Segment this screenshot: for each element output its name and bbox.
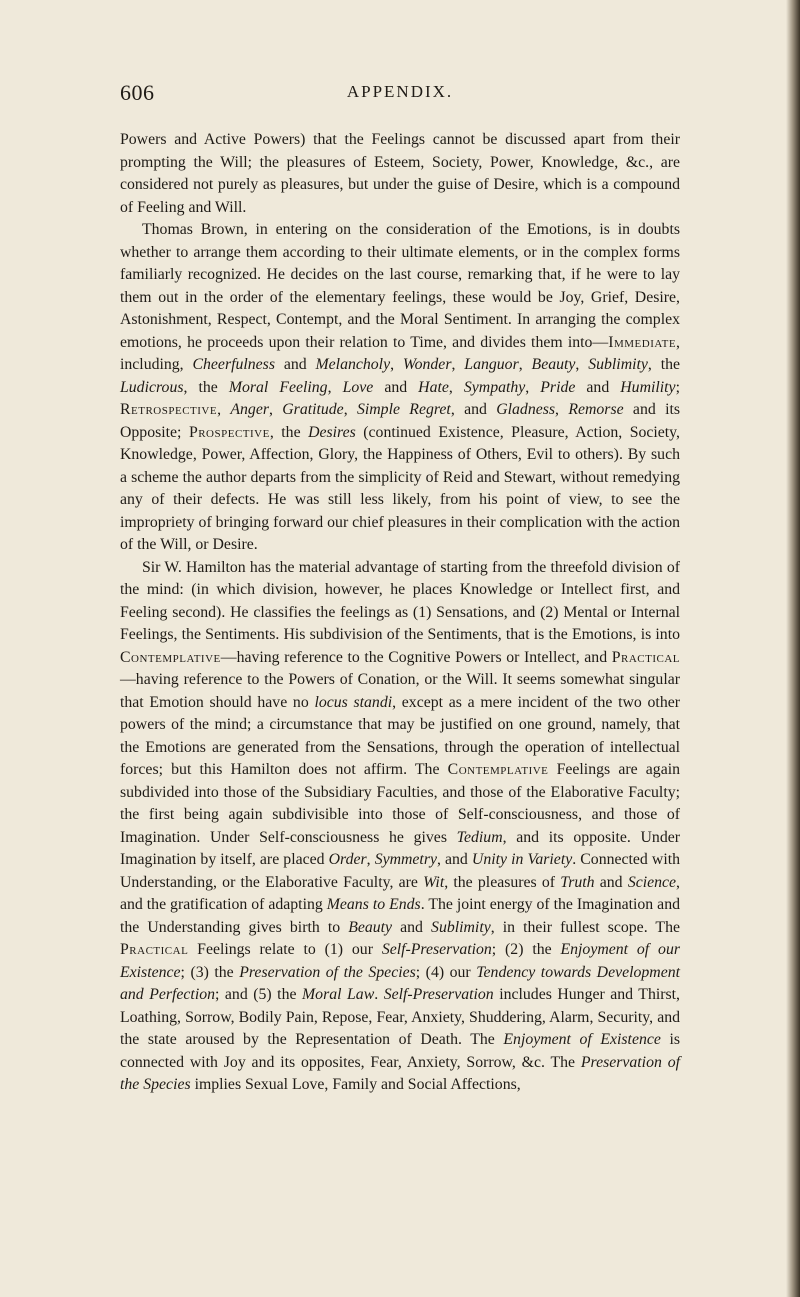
small-caps-term: Practical bbox=[120, 941, 189, 958]
italic-term: locus standi bbox=[314, 693, 393, 711]
italic-term: Ludicrous bbox=[120, 378, 184, 396]
italic-term: Unity in Variety bbox=[471, 851, 573, 868]
text-run: , bbox=[366, 851, 375, 868]
text-run: , bbox=[575, 356, 589, 373]
text-run: , bbox=[451, 356, 465, 373]
text-run: . The joint energy of the Imagination and the Understanding gives birth to bbox=[120, 896, 680, 936]
italic-term: Self-Preservation bbox=[383, 986, 494, 1003]
text-run: . bbox=[374, 986, 384, 1003]
text-run: includes Hunger and Thirst, Loathing, Sorrow, Bodily Pain, Repose, Fear, Anxiety, Shuddering, Alarm, Security, and the state aroused by the Representation of Death. The bbox=[120, 986, 680, 1048]
italic-term: Preservation of the Species bbox=[239, 963, 416, 981]
text-run: and bbox=[594, 873, 628, 891]
text-run: , and its opposite. Under Imagination by itself, are placed bbox=[120, 828, 680, 868]
text-run: Powers and Active Powers) that the Feelings cannot be discussed apart from their prompting the Will; the pleasures of Esteem, Society, Power, Knowledge, &c., are considered not purely as pleasures, but under the guise of Desire, which is a compound of Feeling and Will. bbox=[120, 131, 680, 216]
italic-term: Wit bbox=[423, 873, 445, 891]
text-run: , including, bbox=[120, 333, 680, 373]
text-run: Feelings relate to (1) our bbox=[188, 941, 382, 958]
italic-term: Sublimity bbox=[431, 918, 491, 936]
text-run: , the bbox=[183, 378, 229, 396]
text-run: Feelings are again subdivided into those of the Subsidiary Faculties, and those of the Elaborative Faculty; the first being again subdivisible into those of Self-consciousness, and those of Imagination. Under Self-consciousness he gives bbox=[120, 761, 680, 846]
text-run: Sir W. Hamilton has the material advantage of starting from the threefold division of the mind: (in which division, however, he places Knowledge or Intellect first, and Feeling second). He classifies the feelings as (1) Sensations, and (2) Mental or Internal Feelings, the Sentiments. His subdivision of the Sentiments, that is the Emotions, is into bbox=[120, 558, 680, 643]
paragraph-1 bbox=[120, 129, 680, 219]
text-run: ; (3) the bbox=[180, 963, 240, 981]
italic-term: Cheerfulness bbox=[192, 356, 275, 373]
italic-term: Love bbox=[342, 378, 374, 396]
text-run: ; bbox=[675, 378, 680, 396]
text-run: is connected with Joy and its opposites, Fear, Anxiety, Sorrow, &c. The bbox=[120, 1031, 680, 1071]
text-run: , the bbox=[269, 423, 309, 441]
italic-term: Anger bbox=[230, 401, 269, 418]
italic-term: Gladness bbox=[496, 401, 556, 418]
page-edge-shadow bbox=[786, 0, 800, 1297]
italic-term: Beauty bbox=[348, 918, 393, 936]
italic-term: Melancholy bbox=[315, 356, 391, 373]
italic-term: Moral Feeling bbox=[228, 378, 328, 396]
text-run: . Connected with Understanding, or the Elaborative Faculty, are bbox=[120, 851, 680, 891]
text-run: , the pleasures of bbox=[444, 873, 561, 891]
italic-term: Symmetry bbox=[374, 851, 437, 868]
text-run: , bbox=[343, 401, 357, 418]
italic-term: Moral Law bbox=[302, 986, 375, 1003]
page-number: 606 bbox=[120, 80, 155, 105]
italic-term: Desires bbox=[308, 423, 356, 441]
small-caps-term: Practical bbox=[611, 648, 680, 666]
italic-term: Beauty bbox=[531, 356, 576, 373]
text-run: and bbox=[575, 378, 621, 396]
italic-term: Enjoyment of our Existence bbox=[120, 941, 680, 981]
text-run: , bbox=[518, 356, 532, 373]
italic-term: Self-Preservation bbox=[381, 941, 492, 958]
italic-term: Sublimity bbox=[588, 356, 648, 373]
text-run: , bbox=[268, 401, 283, 418]
text-run: and bbox=[373, 378, 419, 396]
text-run: , bbox=[217, 401, 231, 418]
small-caps-term: Retrospective bbox=[120, 401, 218, 418]
italic-term: Science bbox=[627, 873, 677, 891]
italic-term: Enjoyment of Existence bbox=[503, 1031, 661, 1048]
small-caps-term: Immediate bbox=[608, 333, 677, 351]
text-run: , in their fullest scope. The bbox=[490, 918, 680, 936]
text-run: , except as a mere incident of the two other powers of the mind; a circumstance that may be justified on one ground, namely, that the Emotions are generated from the Sensations, through the operation of intellectual forces; but this Hamilton does not affirm. The bbox=[120, 693, 680, 778]
italic-term: Tendency towards Development and Perfection bbox=[120, 963, 680, 1003]
text-run: —having reference to the Powers of Conation, or the Will. It seems somewhat singular that Emotion should have no bbox=[120, 671, 680, 711]
text-run: and bbox=[392, 918, 432, 936]
text-run: ; (4) our bbox=[415, 963, 477, 981]
small-caps-term: Contemplative bbox=[120, 648, 221, 666]
text-run: Thomas Brown, in entering on the consideration of the Emotions, is in doubts whether to arrange them according to their ultimate elements, or in the complex forms familiarly recognized. He decides on the last course, remarking that, if he were to lay them out in the order of the elementary feelings, these would be Joy, Grief, Desire, Astonishment, Respect, Contempt, and the Moral Sentiment. In arranging the complex emotions, he proceeds upon their relation to Time, and divides them into— bbox=[120, 221, 680, 351]
text-run: , bbox=[327, 378, 343, 396]
paragraph-3 bbox=[120, 557, 680, 1097]
text-run: , and bbox=[450, 401, 497, 418]
italic-term: Sympathy bbox=[463, 378, 526, 396]
text-run: , bbox=[448, 378, 464, 396]
text-run: , bbox=[555, 401, 569, 418]
italic-term: Hate bbox=[418, 378, 449, 396]
text-run: , bbox=[390, 356, 403, 373]
text-run: —having reference to the Cognitive Powers or Intellect, and bbox=[220, 648, 612, 666]
page-header bbox=[120, 80, 680, 110]
italic-term: Wonder bbox=[402, 356, 452, 373]
text-run: and bbox=[274, 356, 316, 373]
text-run: , bbox=[525, 378, 541, 396]
italic-term: Tedium bbox=[456, 828, 503, 846]
running-title: APPENDIX. bbox=[346, 82, 454, 101]
text-run: , and bbox=[436, 851, 472, 868]
text-run: and its Opposite; bbox=[120, 401, 680, 441]
text-run: (continued Existence, Pleasure, Action, Society, Knowledge, Power, Affection, Glory, the Happiness of Others, Evil to others). By such a scheme the author departs from the simplicity of Reid and Stewart, without remedying any of their defects. He was still less likely, from his point of view, to see the impropriety of bringing forward our chief pleasures in their complication with the action of the Will, or Desire. bbox=[120, 423, 681, 553]
small-caps-term: Contemplative bbox=[447, 761, 549, 778]
italic-term: Pride bbox=[540, 378, 576, 396]
text-run: , the bbox=[647, 356, 680, 373]
italic-term: Order bbox=[328, 851, 367, 868]
italic-term: Means to Ends bbox=[326, 896, 421, 913]
italic-term: Gratitude bbox=[282, 401, 344, 418]
text-run: ; (2) the bbox=[491, 941, 561, 958]
italic-term: Languor bbox=[464, 356, 519, 373]
paragraph-2 bbox=[120, 219, 680, 557]
body-text bbox=[120, 129, 680, 1097]
italic-term: Truth bbox=[560, 873, 595, 891]
text-run: ; and (5) the bbox=[215, 986, 303, 1003]
italic-term: Simple Regret bbox=[356, 401, 451, 418]
small-caps-term: Prospective bbox=[188, 423, 270, 441]
italic-term: Preservation of the Species bbox=[120, 1053, 680, 1093]
italic-term: Humility bbox=[620, 378, 676, 396]
italic-term: Remorse bbox=[568, 401, 624, 418]
text-run: , and the gratification of adapting bbox=[120, 873, 680, 913]
text-run: implies Sexual Love, Family and Social Affections, bbox=[190, 1076, 521, 1093]
